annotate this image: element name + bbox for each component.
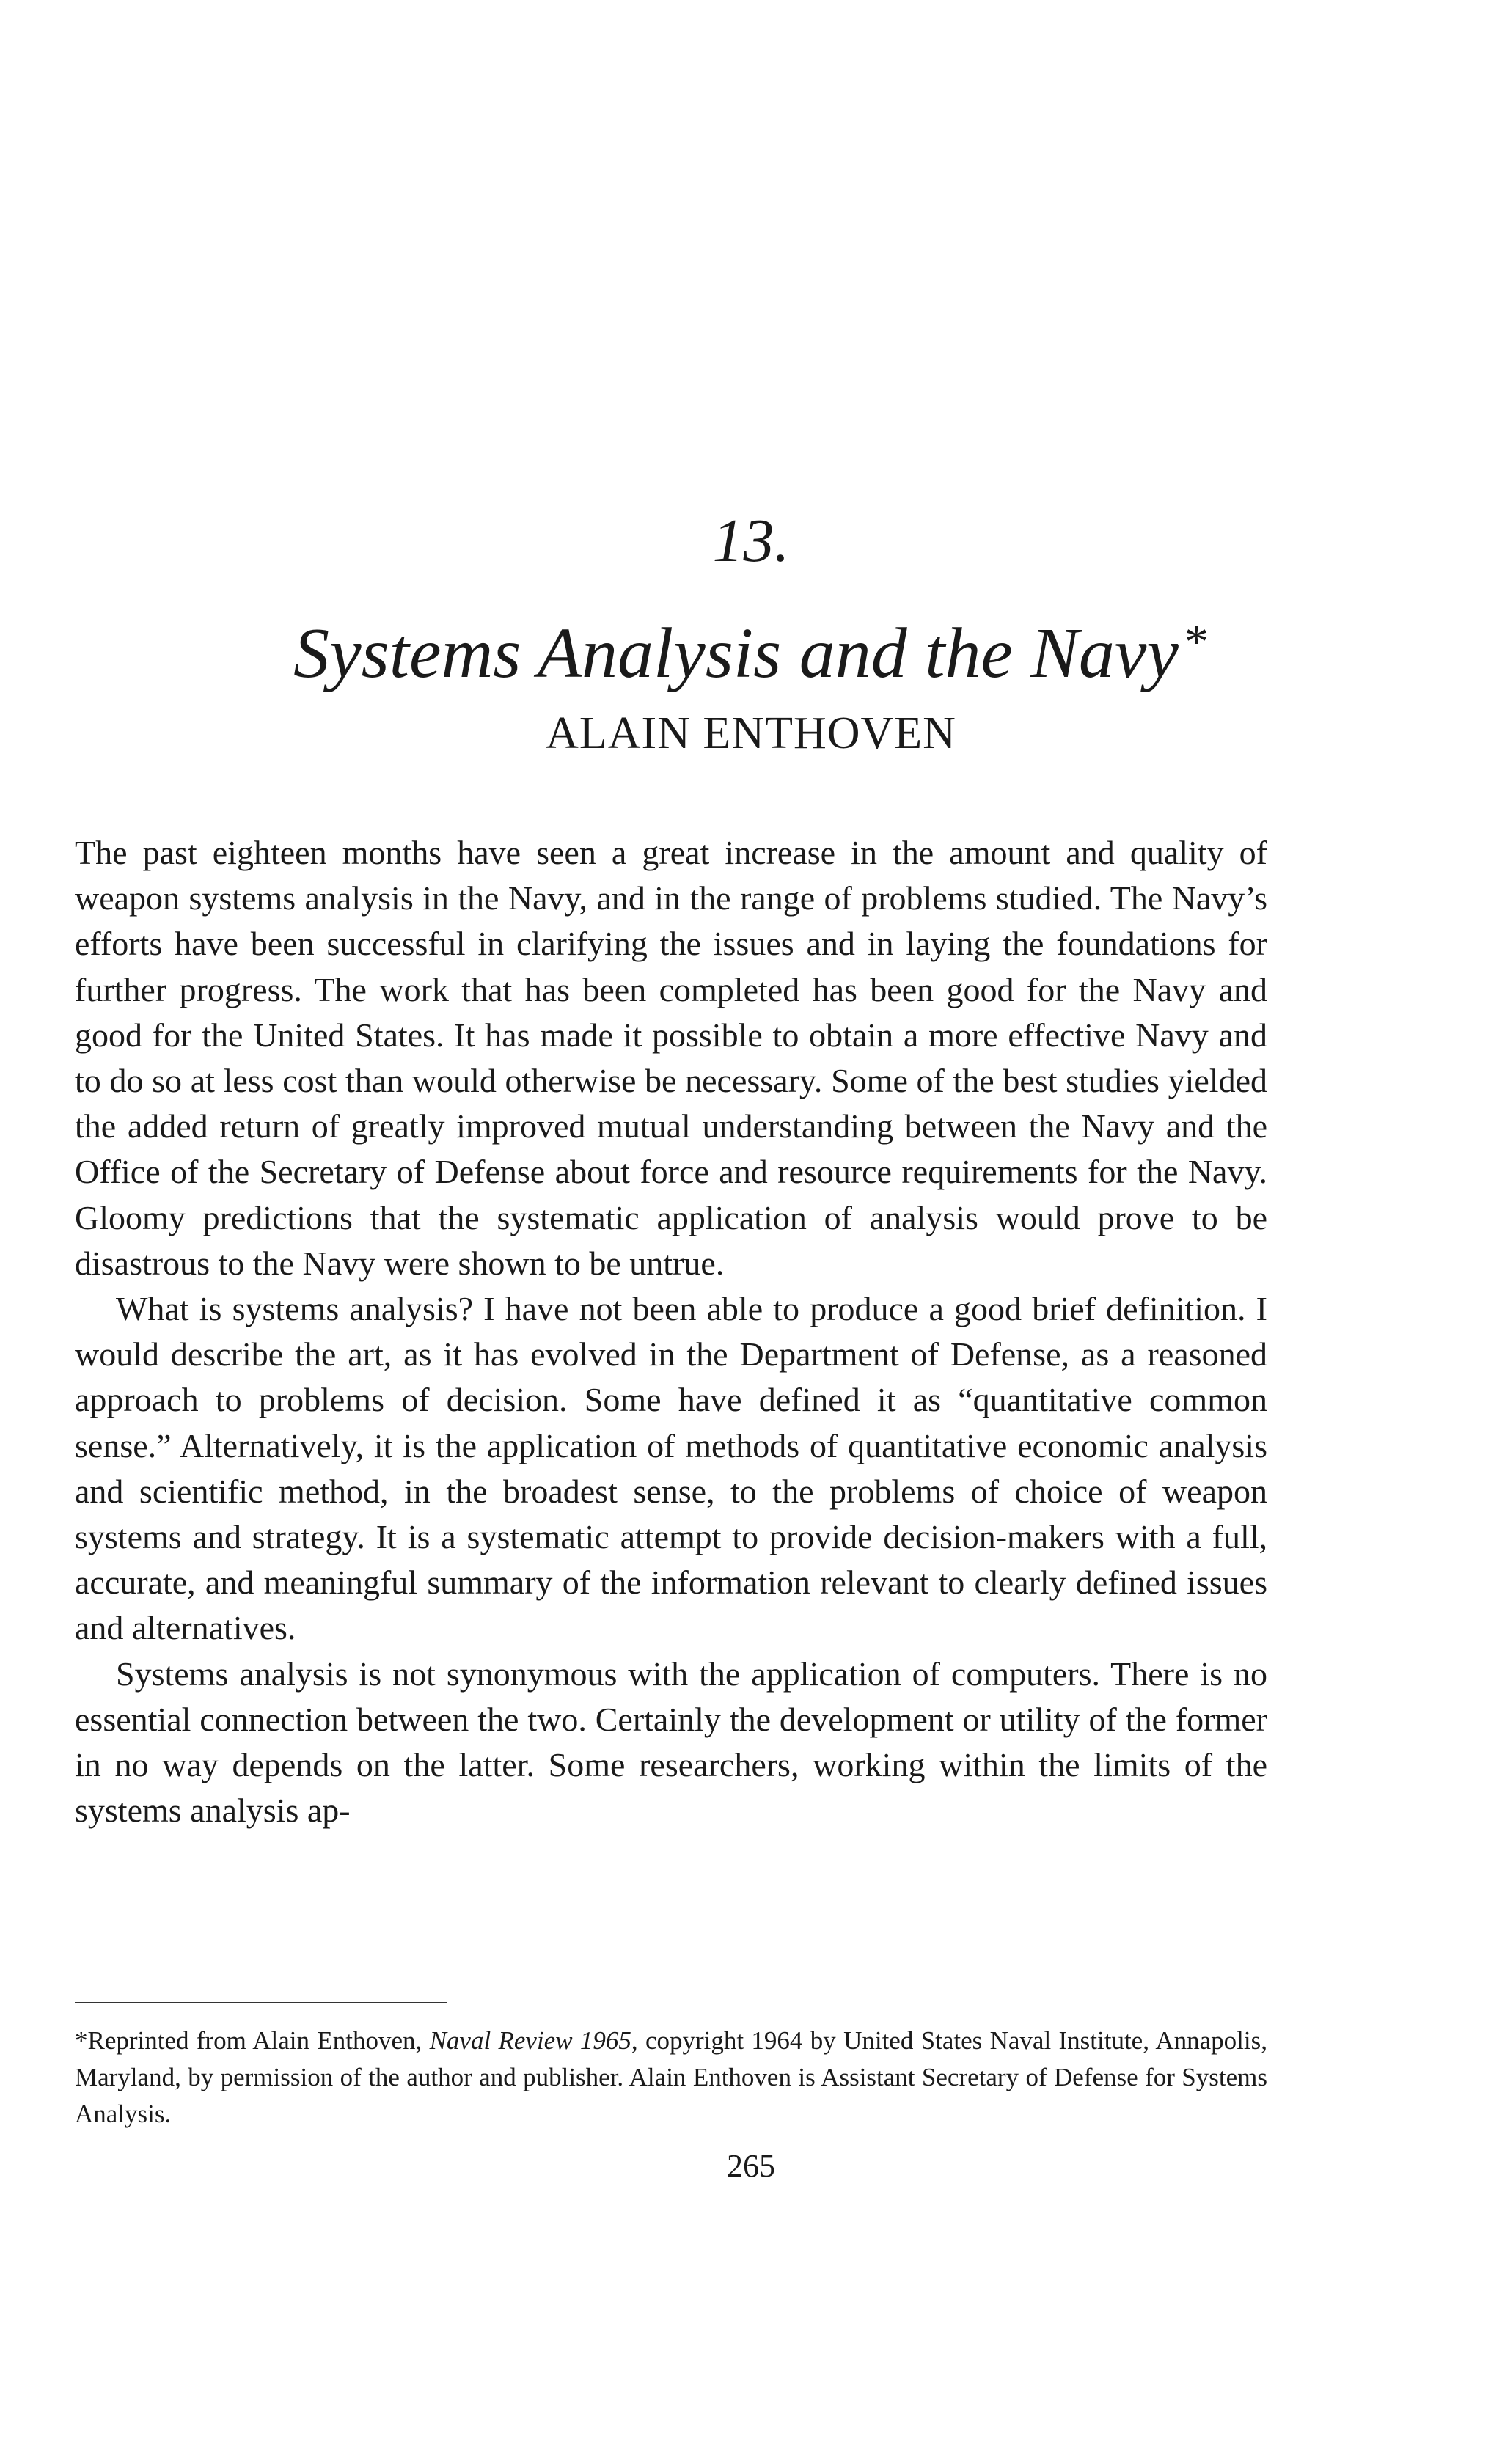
page-number: 265 [727,2148,775,2184]
footnote-rule [75,2002,447,2003]
chapter-title [0,598,1502,697]
paragraph: What is systems analysis? I have not been able to produce a good brief definition. I would describe the art, as it has evolved in the Department of Defense, as a reasoned approach to problems of decision. Some have defined it as “quantitative common sense.” Alternatively, it is the application of methods of quantitative economic analysis and scientific method, in the broadest sense, to the problems of choice of weapon systems and strategy. It is a systematic attempt to provide decision-makers with a full, accurate, and meaningful summary of the information relevant to clearly defined issues and alternatives. [75,1290,1267,1647]
paragraph: Systems analysis is not synonymous with the application of computers. There is no essential connection between the two. Certainly the development or utility of the former in no way depends on the latter. Some researchers, working within the limits of the systems analysis ap- [75,1654,1267,1830]
footnote-marker: * [1184,615,1209,669]
author-name: ALAIN ENTHOVEN [546,708,956,758]
footnote [75,2023,1267,2133]
footnote-text-start: *Reprinted from Alain Enthoven, [75,2026,430,2055]
paragraph: The past eighteen months have seen a great increase in the amount and quality of weapon systems analysis in the Navy, and in the range of problems studied. The Navy’s efforts have been successful in clarifying the issues and in laying the foundations for further progress. The work that has been completed has been good for the Navy and good for the United States. It has made it possible to obtain a more effective Navy and to do so at less cost than would otherwise be necessary. Some of the best studies yielded the added return of greatly improved mutual understanding between the Navy and the Office of the Secretary of Defense about force and resource requirements for the Navy. Gloomy predictions that the systematic application of analysis would prove to be disastrous to the Navy were shown to be untrue. [75,834,1267,1282]
body-text [75,830,1267,1833]
footnote-source-title: Naval Review 1965 [429,2026,631,2055]
footnote-text-end: , copyright 1964 by United States Naval Institute, Annapolis, Maryland, by permission of the author and publisher. Alain Enthoven is Assistant Secretary of Defense for Systems Analysis. [75,2026,1267,2128]
chapter-title-text: Systems Analysis and the Navy [293,614,1179,693]
chapter-number: 13. [712,507,790,575]
